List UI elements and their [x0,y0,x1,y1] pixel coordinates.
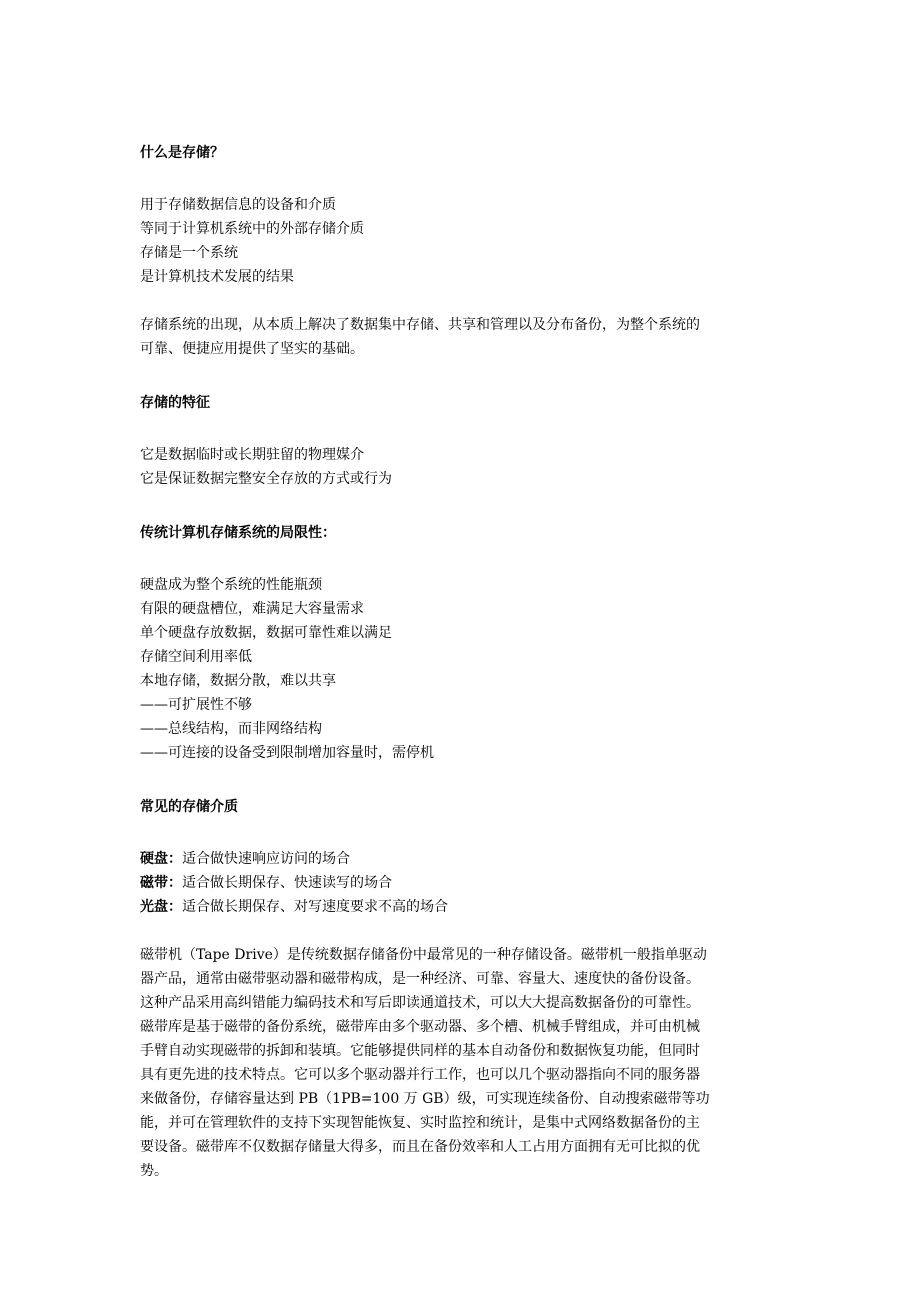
list-item: 是计算机技术发展的结果 [140,269,294,285]
paragraph-line: 这种产品采用高纠错能力编码技术和写后即读通道技术，可以大大提高数据备份的可靠性。 [140,995,700,1011]
list-item: ——可连接的设备受到限制增加容量时，需停机 [140,745,434,761]
media-term: 磁带 [140,875,168,891]
paragraph-line: 手臂自动实现磁带的拆卸和装填。它能够提供同样的基本自动备份和数据恢复功能，但同时 [140,1043,700,1059]
heading-media: 常见的存储介质 [140,799,238,815]
list-item: 单个硬盘存放数据，数据可靠性难以满足 [140,625,392,641]
media-desc: 适合做长期保存、快速读写的场合 [182,875,392,891]
list-item: 它是保证数据完整安全存放的方式或行为 [140,471,392,487]
paragraph-line: 具有更先进的技术特点。它可以多个驱动器并行工作，也可以几个驱动器指向不同的服务器 [140,1067,700,1083]
paragraph-tape-drive [140,943,790,1183]
list-item: 它是数据临时或长期驻留的物理媒介 [140,447,364,463]
media-colon: ： [168,851,182,867]
media-desc: 适合做长期保存、对写速度要求不高的场合 [182,899,448,915]
paragraph-line: 能，并可在管理软件的支持下实现智能恢复、实时监控和统计，是集中式网络数据备份的主 [140,1115,700,1131]
heading-features: 存储的特征 [140,395,210,411]
heading-what-is-storage: 什么是存储？ [140,145,224,161]
list-item: 存储空间利用率低 [140,649,252,665]
paragraph-line: 要设备。磁带库不仅数据存储量大得多，而且在备份效率和人工占用方面拥有无可比拟的优 [140,1139,700,1155]
media-colon: ： [168,899,182,915]
paragraph-storage-system [140,313,790,361]
media-term: 光盘 [140,899,168,915]
media-item-optical-disc [140,895,448,919]
list-item: ——总线结构，而非网络结构 [140,721,322,737]
media-colon: ： [168,875,182,891]
paragraph-line: 势。 [140,1163,168,1179]
list-item: 有限的硬盘槽位，难满足大容量需求 [140,601,364,617]
media-desc: 适合做快速响应访问的场合 [182,851,350,867]
media-item-tape [140,871,392,895]
list-item: ——可扩展性不够 [140,697,252,713]
paragraph-line: 可靠、便捷应用提供了坚实的基础。 [140,341,364,357]
list-item: 硬盘成为整个系统的性能瓶颈 [140,577,322,593]
heading-limitations: 传统计算机存储系统的局限性： [140,525,336,541]
paragraph-line: 器产品，通常由磁带驱动器和磁带构成，是一种经济、可靠、容量大、速度快的备份设备。 [140,971,700,987]
paragraph-line: 磁带库是基于磁带的备份系统，磁带库由多个驱动器、多个槽、机械手臂组成，并可由机械 [140,1019,700,1035]
paragraph-line: 来做备份，存储容量达到 PB（1PB=100 万 GB）级，可实现连续备份、自动搜索磁带等功 [140,1091,710,1107]
media-item-hard-disk [140,847,350,871]
media-term: 硬盘 [140,851,168,867]
list-item: 等同于计算机系统中的外部存储介质 [140,221,364,237]
list-item: 用于存储数据信息的设备和介质 [140,197,336,213]
list-item: 本地存储，数据分散，难以共享 [140,673,336,689]
paragraph-line: 磁带机（Tape Drive）是传统数据存储备份中最常见的一种存储设备。磁带机一般指单驱动 [140,947,707,963]
list-item: 存储是一个系统 [140,245,238,261]
paragraph-line: 存储系统的出现，从本质上解决了数据集中存储、共享和管理以及分布备份，为整个系统的 [140,317,700,333]
